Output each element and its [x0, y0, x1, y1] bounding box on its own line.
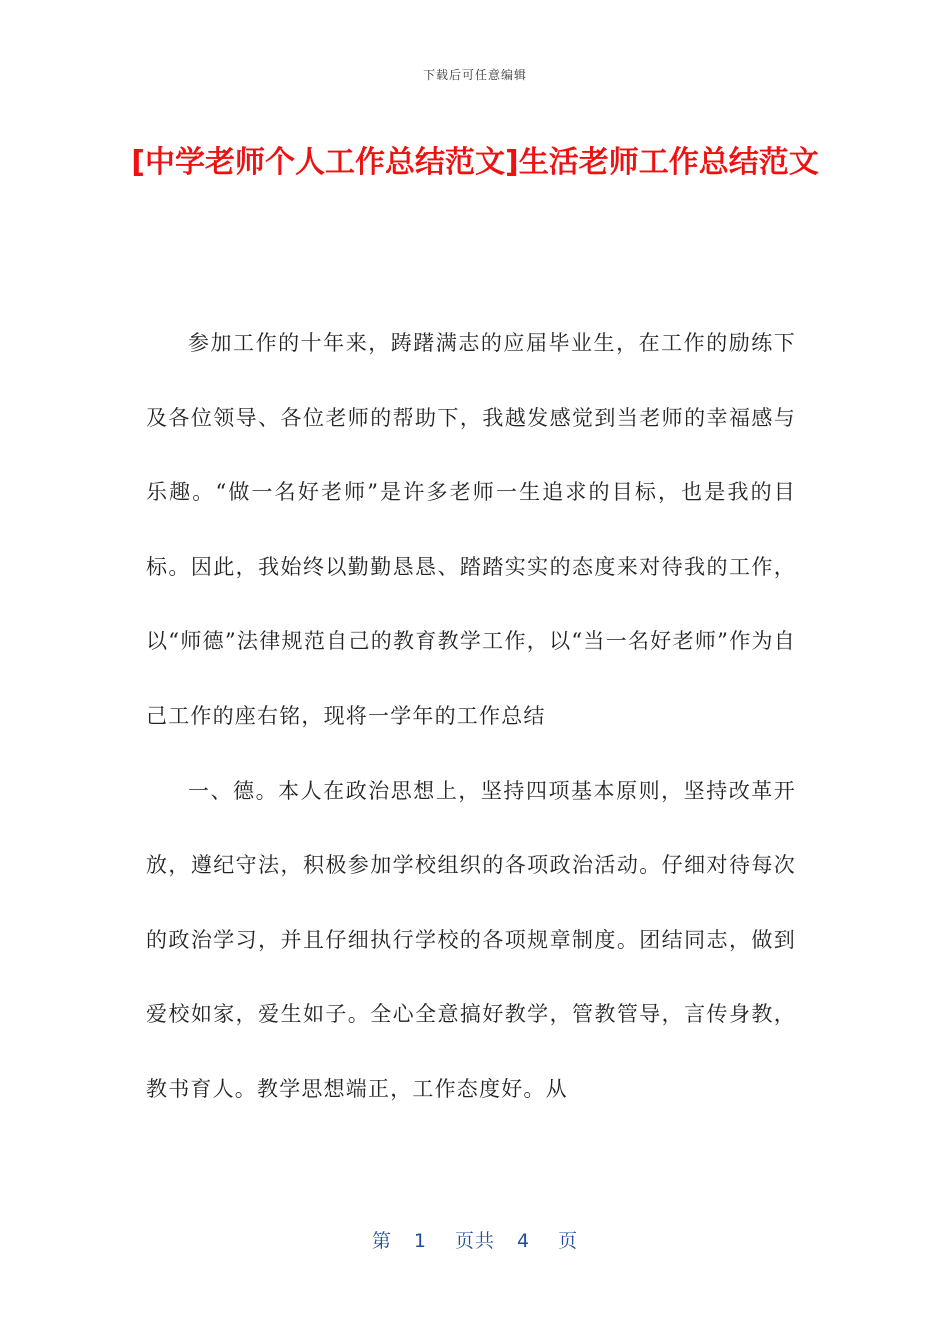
footer-prefix: 第 [371, 1230, 392, 1252]
document-body [146, 306, 796, 1127]
header-note: 下载后可任意编辑 [422, 68, 527, 82]
current-page-number: 1 [413, 1230, 427, 1252]
page-footer [0, 1226, 950, 1253]
total-page-number: 4 [517, 1230, 531, 1252]
footer-middle: 页共 [454, 1230, 495, 1252]
document-title: [中学老师个人工作总结范文]生活老师工作总结范文 [131, 145, 819, 180]
footer-suffix: 页 [558, 1230, 579, 1252]
paragraph-intro: 参加工作的十年来，踌躇满志的应届毕业生，在工作的励练下及各位领导、各位老师的帮助下，我越发感觉到当老师的幸福感与乐趣。“做一名好老师”是许多老师一生追求的目标，也是我的目标。因此，我始终以勤勤恳恳、踏踏实实的态度来对待我的工作，以“师德”法律规范自己的教育教学工作，以“当一名好老师”作为自己工作的座右铭，现将一学年的工作总结 [146, 331, 796, 728]
paragraph-section-one: 一、德。本人在政治思想上，坚持四项基本原则，坚持改革开放，遵纪守法，积极参加学校组织的各项政治活动。仔细对待每次的政治学习，并且仔细执行学校的各项规章制度。团结同志，做到爱校如家，爱生如子。全心全意搞好教学，管教管导，言传身教，教书育人。教学思想端正，工作态度好。从 [146, 778, 796, 1101]
